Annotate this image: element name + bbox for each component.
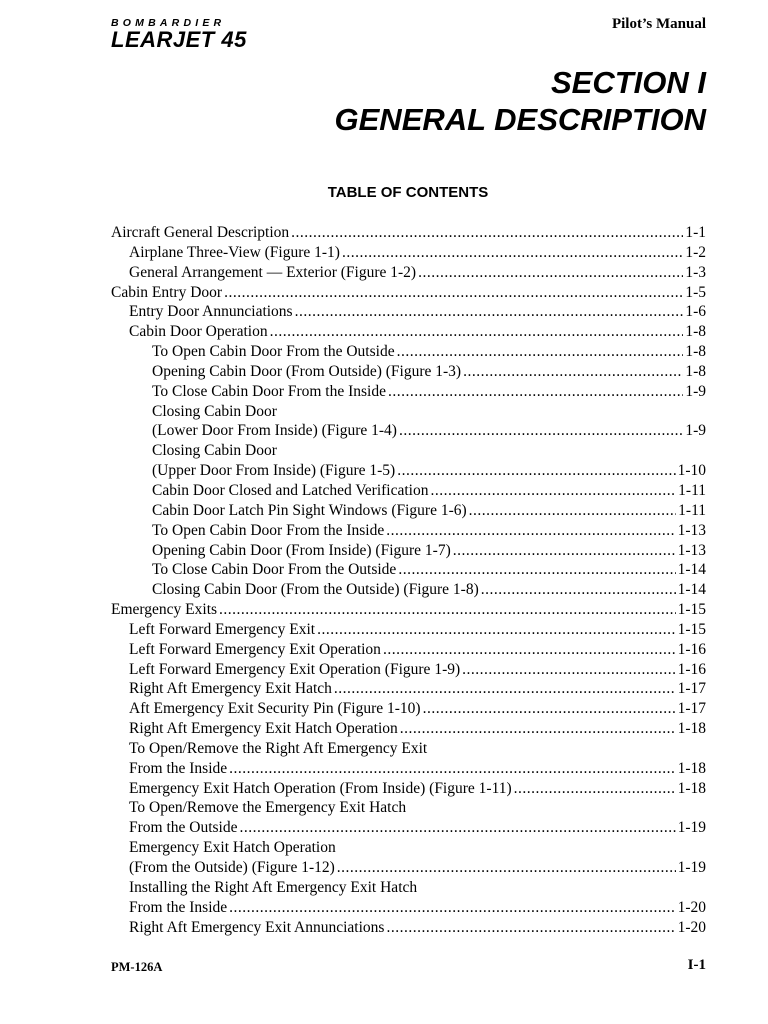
toc-entry-page: 1-8	[685, 362, 706, 380]
toc-entry-title: Closing Cabin Door	[152, 442, 277, 460]
toc-entry-title: (From the Outside) (Figure 1-12)	[129, 859, 335, 876]
toc-dot-leader	[462, 660, 675, 680]
toc-dot-leader	[418, 263, 683, 283]
toc-dot-leader	[399, 421, 683, 441]
toc-entry-page: 1-10	[677, 462, 706, 480]
toc-entry[interactable]	[111, 481, 706, 501]
toc-entry-title: (Upper Door From Inside) (Figure 1-5)	[152, 462, 396, 480]
toc-entry-page: 1-6	[685, 303, 706, 321]
toc-entry-page: 1-13	[677, 541, 706, 559]
manual-title: Pilot’s Manual	[611, 16, 706, 32]
toc-dot-leader	[400, 719, 676, 739]
brand-main-text: LEARJET 45	[111, 27, 247, 52]
toc-dot-leader	[334, 679, 676, 699]
toc-entry-page: 1-14	[677, 581, 706, 599]
toc-entry-page: 1-5	[685, 283, 706, 301]
toc-dot-leader	[388, 382, 683, 402]
toc-dot-leader	[270, 322, 684, 342]
brand-top-text: BOMBARDIER	[111, 17, 226, 29]
toc-entry[interactable]	[111, 501, 706, 521]
toc-entry[interactable]	[111, 461, 706, 481]
toc-entry-title: Cabin Entry Door	[111, 283, 223, 301]
table-of-contents	[111, 223, 706, 937]
toc-entry[interactable]	[111, 263, 706, 283]
toc-entry-page: 1-17	[677, 680, 706, 698]
toc-entry[interactable]	[111, 818, 706, 838]
toc-entry[interactable]	[111, 421, 706, 441]
bombardier-learjet-logo	[111, 17, 247, 51]
toc-dot-leader	[431, 481, 677, 501]
toc-entry-page: 1-8	[685, 343, 706, 361]
toc-entry-title: Left Forward Emergency Exit Operation (Figure 1-9)	[129, 660, 461, 678]
toc-entry-title: To Open Cabin Door From the Outside	[152, 343, 395, 361]
toc-entry-page: 1-15	[677, 601, 706, 619]
toc-heading: TABLE OF CONTENTS	[327, 184, 489, 201]
toc-entry[interactable]	[111, 402, 706, 422]
toc-entry-title: To Open/Remove the Emergency Exit Hatch	[129, 799, 407, 817]
toc-dot-leader	[481, 580, 676, 600]
toc-dot-leader	[386, 521, 675, 541]
toc-entry-title: Left Forward Emergency Exit	[129, 620, 316, 638]
footer-page-number: I-1	[687, 957, 706, 973]
toc-entry-page: 1-3	[685, 263, 706, 281]
toc-entry-title: Left Forward Emergency Exit Operation	[129, 640, 381, 658]
toc-entry-title: General Arrangement — Exterior (Figure 1-2)	[129, 263, 417, 281]
toc-entry-title: Closing Cabin Door	[152, 402, 277, 420]
toc-dot-leader	[383, 640, 676, 660]
toc-entry-title: Right Aft Emergency Exit Hatch	[129, 680, 332, 698]
toc-entry[interactable]	[111, 620, 706, 640]
toc-entry-title: Cabin Door Operation	[129, 323, 268, 341]
toc-entry-title: Opening Cabin Door (From Inside) (Figure 1-7)	[152, 541, 451, 559]
toc-entry-title: From the Inside	[129, 898, 228, 916]
footer-doc-id: PM-126A	[111, 960, 163, 974]
toc-dot-leader	[463, 362, 683, 382]
toc-entry[interactable]	[111, 560, 706, 580]
toc-entry-title: From the Inside	[129, 759, 228, 777]
toc-entry-page: 1-9	[685, 422, 706, 440]
toc-entry-title: Right Aft Emergency Exit Annunciations	[129, 918, 385, 936]
toc-entry-page: 1-18	[677, 720, 706, 738]
toc-entry[interactable]	[111, 322, 706, 342]
toc-dot-leader	[224, 283, 683, 303]
toc-entry-page: 1-20	[677, 898, 706, 916]
toc-dot-leader	[398, 560, 675, 580]
toc-entry-title: Opening Cabin Door (From Outside) (Figure 1-3)	[152, 362, 462, 380]
toc-entry-page: 1-19	[677, 819, 706, 837]
toc-entry-title: To Close Cabin Door From the Inside	[152, 382, 386, 400]
toc-entry-page: 1-18	[677, 759, 706, 777]
toc-entry[interactable]	[111, 858, 706, 878]
toc-entry-title: Entry Door Annunciations	[129, 303, 293, 321]
toc-entry[interactable]	[111, 918, 706, 938]
toc-entry-page: 1-13	[677, 521, 706, 539]
toc-entry-page: 1-16	[677, 640, 706, 658]
toc-entry[interactable]	[111, 283, 706, 303]
toc-entry[interactable]	[111, 243, 706, 263]
toc-entry-title: To Open/Remove the Right Aft Emergency Exit	[129, 739, 428, 757]
section-title: SECTION I	[550, 65, 706, 100]
toc-entry-page: 1-20	[677, 918, 706, 936]
toc-entry-title: Emergency Exits	[111, 601, 218, 619]
toc-entry[interactable]	[111, 699, 706, 719]
toc-entry[interactable]	[111, 719, 706, 739]
toc-entry[interactable]	[111, 382, 706, 402]
toc-entry-title: Right Aft Emergency Exit Hatch Operation	[129, 720, 398, 738]
toc-entry-page: 1-19	[677, 859, 706, 876]
toc-entry-page: 1-11	[678, 501, 706, 519]
toc-entry-page: 1-2	[685, 243, 706, 261]
toc-entry-page: 1-11	[678, 481, 706, 499]
toc-dot-leader	[229, 898, 675, 918]
toc-entry-page: 1-15	[677, 620, 706, 638]
toc-dot-leader	[229, 759, 675, 779]
toc-dot-leader	[291, 223, 683, 243]
toc-entry-title: To Open Cabin Door From the Inside	[152, 521, 385, 539]
toc-dot-leader	[397, 461, 675, 481]
toc-entry-page: 1-1	[685, 224, 706, 241]
toc-entry[interactable]	[111, 302, 706, 322]
toc-entry[interactable]	[111, 600, 706, 620]
toc-entry-page: 1-17	[677, 700, 706, 718]
toc-entry-title: Airplane Three-View (Figure 1-1)	[129, 243, 340, 261]
toc-entry-title: Cabin Door Closed and Latched Verification	[152, 481, 429, 499]
toc-entry-page: 1-14	[677, 561, 706, 579]
section-subtitle: GENERAL DESCRIPTION	[334, 102, 706, 137]
toc-entry[interactable]	[111, 878, 706, 898]
toc-dot-leader	[453, 541, 676, 561]
toc-entry-title: To Close Cabin Door From the Outside	[152, 561, 397, 579]
toc-entry[interactable]	[111, 441, 706, 461]
toc-entry-title: Aft Emergency Exit Security Pin (Figure 1-10)	[129, 700, 421, 718]
toc-entry[interactable]	[111, 541, 706, 561]
toc-entry[interactable]	[111, 779, 706, 799]
toc-entry[interactable]	[111, 362, 706, 382]
toc-entry[interactable]	[111, 679, 706, 699]
toc-dot-leader	[386, 918, 675, 938]
toc-entry-page: 1-9	[685, 382, 706, 400]
toc-entry-title: (Lower Door From Inside) (Figure 1-4)	[152, 422, 397, 440]
toc-entry-title: Closing Cabin Door (From the Outside) (Figure 1-8)	[152, 581, 479, 599]
toc-entry[interactable]	[111, 739, 706, 759]
toc-entry[interactable]	[111, 759, 706, 779]
toc-dot-leader	[337, 858, 676, 878]
toc-entry-page: 1-18	[677, 779, 706, 797]
toc-dot-leader	[342, 243, 683, 263]
toc-dot-leader	[295, 302, 684, 322]
toc-entry-title: Installing the Right Aft Emergency Exit Hatch	[129, 878, 418, 896]
toc-dot-leader	[469, 501, 676, 521]
toc-dot-leader	[397, 342, 684, 362]
toc-entry[interactable]	[111, 798, 706, 818]
toc-entry-page: 1-16	[677, 660, 706, 678]
toc-entry-title: From the Outside	[129, 819, 238, 837]
toc-entry[interactable]	[111, 640, 706, 660]
toc-entry[interactable]	[111, 660, 706, 680]
toc-entry-title: Emergency Exit Hatch Operation (From Inside) (Figure 1-11)	[129, 779, 512, 797]
toc-entry-title: Aircraft General Description	[111, 224, 290, 241]
toc-entry-page: 1-8	[685, 323, 706, 341]
toc-entry[interactable]	[111, 898, 706, 918]
toc-dot-leader	[317, 620, 675, 640]
toc-entry[interactable]	[111, 223, 706, 243]
toc-entry-title: Cabin Door Latch Pin Sight Windows (Figure 1-6)	[152, 501, 467, 519]
toc-entry-title: Emergency Exit Hatch Operation	[129, 839, 336, 857]
toc-entry[interactable]	[111, 521, 706, 541]
toc-dot-leader	[240, 818, 676, 838]
toc-entry[interactable]	[111, 580, 706, 600]
toc-dot-leader	[514, 779, 676, 799]
toc-entry[interactable]	[111, 342, 706, 362]
toc-entry[interactable]	[111, 838, 706, 858]
toc-dot-leader	[219, 600, 676, 620]
toc-dot-leader	[423, 699, 676, 719]
